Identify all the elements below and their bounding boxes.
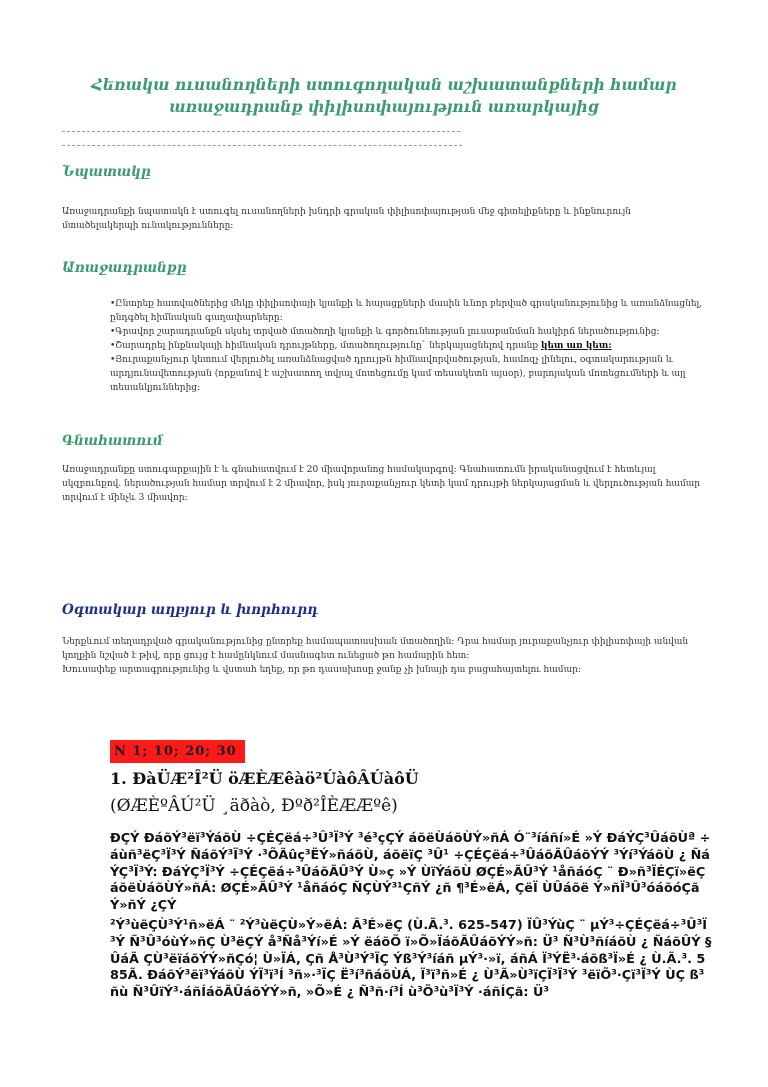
entry-paragraph-2: ²Ý³ùëÇÙ³Ý¹ñ»ëÁ ¨ ²Ý³ùëÇÙ»Ý»ëÁ: Â³É»ëÇ (Ù.Ã.³. 625-547) ÏÛ³ÝùÇ ¨ µÝ³÷ÇÉÇëá÷³Û³Ï³Ý Ñ³Û³óùÝ»ñÇ Ù³ëÇÝ å³Ñå³Ýí»É »Ý ëáõÕ ï»Õ»ÏáõÃÛáõÝÝ»ñ: Ü³ Ñ³Ù³ñíáõÙ ¿ ÑáõÛÝ §ÛáÃ ÇÙ³ëïáõÝÝ»ñÇó¦ Ù»ÏÁ, Çñ Å³Ù³Ý³ÏÇ Ýß³Ý³íáñ µÝ³·»ï, áñÁ Ï³ÝË³·áõß³Ï»É ¿ Ù.Ã.³. 585Ã. ÐáõÝ³ëï³ÝáõÙ ÝÏ³ï³Í ³ñ»·³ÏÇ Ë³í³ñáõÙÁ, Ï³ï³ñ»É ¿ Ù³Ã»Ù³ïÇÏ³Ï³Ý ³ëïÕ³·Çï³Ï³Ý ÙÇ ß³ñù Ñ³ÛïÝ³·áñÍáõÃÛáõÝÝ»ñ, »Õ»É ¿ Ñ³ñ·í³Í ù³Õ³ù³Ï³Ý ·áñÍÇã: Ü³ xyxy=(110,918,712,1001)
grading-text: Առաջադրանքը ստուգարքային է և գնահատվում է 20 միավորանոց համակարգով։ Գնահատումն իրականացվում է հետևյալ սկզբունքով. ներածության համար տրվում է 2 միավոր, իսկ յուրաքանչյուր կետի կամ դրույթի ներկայացման և վերլուծության համար տրվում է մինչև 3 միավոր։ xyxy=(62,465,701,503)
sources-text-1: Ներքևում տեղադրված գրականությունից ընտրեք համապատասխան մտածողին։ Դրա համար յուրաքանչյուր փիլիսոփայի անվան կողքին նշված է թիվ, որը ցույց է համընկնում մասնագետ ունեցած թո համարին հետ։ xyxy=(62,637,689,661)
grading-heading: Գնահատում xyxy=(62,433,163,449)
entry-number-badge: N 1; 10; 20; 30 xyxy=(110,740,245,763)
goal-text: Առաջադրանքի նպատակն է ստուգել ուսանողների խնդրի գրական փիլիսոփայության մեջ գիտելիքները և ինքնուրույն մտածելակերպի ունակությունները։ xyxy=(62,207,632,231)
task-bullet-2: •Գրավոր շարադրանքն սկսել տրված մտածողի կյանքի և գործունեության լուսաբանման հակիրճ ներածությունից։ xyxy=(110,327,660,337)
task-bullet-3 xyxy=(110,339,710,353)
entry-subtitle: (ØÆÈºÂÚ²Ü ¸äðàò, Ðºð²ÎÈÆÆºê) xyxy=(110,796,398,816)
entry-title: 1. ÐàÜÆ²Î²Ü öÆÈÆêàö²ÚàôÂÚàôÜ xyxy=(110,769,419,788)
task-heading: Առաջադրանքը xyxy=(62,260,187,276)
entry-paragraph-1: ÐÇÝ ÐáõÝ³ëï³ÝáõÙ ÷ÇÉÇëá÷³Û³Ï³Ý ³é³çÇÝ áõëÙáõÙÝ»ñÁ Ó¨³íáñí»É »Ý ÐáÝÇ³ÛáõÙª ÷áùñ³ëÇ³Ï³Ý ÑáõÝ³Ï³Ý ·³ÕÃûç³ËÝ»ñáõÙ, áõëïÇ ³Û¹ ÷ÇÉÇëá÷³ÛáõÃÛáõÝÝ ³Ýí³ÝáõÙ ¿ ÑáÝÇ³Ï³Ý: ÐáÝÇ³Ï³Ý ÷ÇÉÇëá÷³ÛáõÃÛ³Ý Ù»ç »Ý ÙïÝáõÙ ØÇÉ»ÃÛ³Ý ¹åñáóÇ ¨ Ð»ñ³ÏÉÇï»ëÇ áõëÙáõÙÝ»ñÁ: ØÇÉ»ÃÛ³Ý ¹åñáóÇ ÑÇÙÝ³¹ÇñÝ ¿ñ ¶³É»ëÁ, ÇëÏ ÙÛáõë Ý»ñÏ³Û³óáõóÇãÝ»ñÝ ¿ÇÝ xyxy=(110,831,711,914)
task-bullet-3-emphasis: կետ առ կետ: xyxy=(540,341,612,351)
task-bullet-4: •Յուրաքանչյուր կետում վերլուծել առանձնացված դրույթն հիմնավորվածության, համոզչ լինելու, օգտակարության և արդյունավետության (որքանով է աշխատող տվյալ մոտեցումը կամ տեսակետն այսօր), բարոյական մոտեցումների և այլ տեսանկյուններից։ xyxy=(110,355,686,393)
goal-heading: Նպատակը xyxy=(62,164,151,180)
task-bullet-list xyxy=(110,297,710,395)
task-bullet-3-text: •Շարադրել ինքնակայի հիմնական դրույթները, մտածողությունը` ներկայացնելով դրանք xyxy=(110,341,541,351)
divider-second xyxy=(62,145,462,146)
document-title: Հեռակա ուսանողների ստուգողական աշխատանքների համար առաջադրանք փիլիսոփայություն առարկայից xyxy=(91,75,677,116)
task-bullet-1: •Ընտրեք հատվածներից մեկը փիլիսոփայի կյանքի և հայացքների մասին ևնոր բերված գրականությունից և առանձնացնել, ընդգծել հիմնական գաղափարները։ xyxy=(110,299,703,323)
sources-text-2: Խուսափեք արտագրությունից և վստահ եղեք, որ թո դասախոսը ջանք չի խնայի դա բացահայտելու համար։ xyxy=(62,665,581,675)
divider-top xyxy=(62,131,460,132)
sources-heading: Օգտակար աղբյուր և խորհուրդ xyxy=(62,602,318,618)
